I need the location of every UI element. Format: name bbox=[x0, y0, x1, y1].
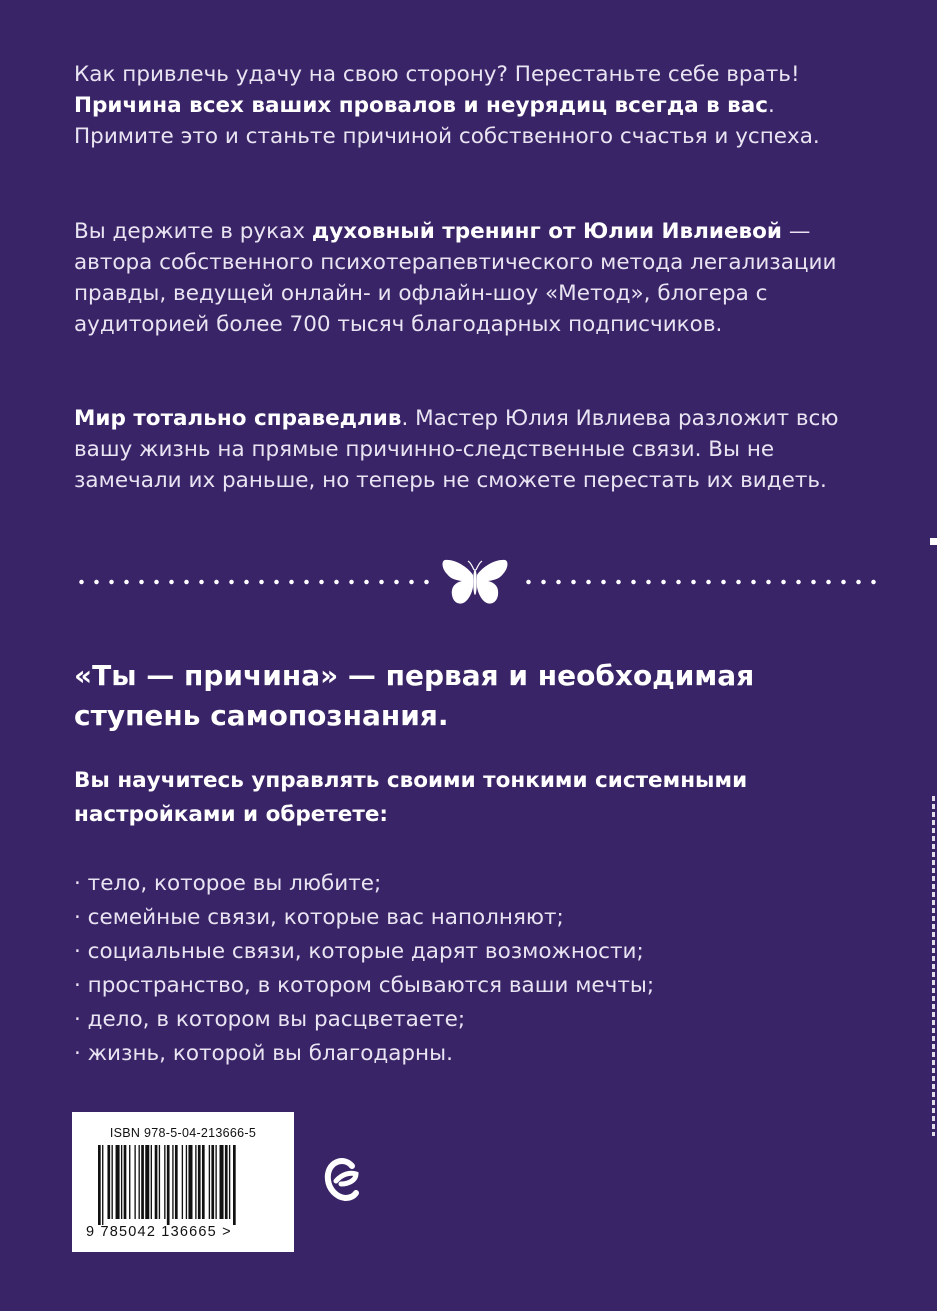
list-item: · жизнь, которой вы благодарны. bbox=[74, 1041, 453, 1066]
butterfly-icon bbox=[440, 556, 510, 608]
divider-dots-left bbox=[74, 579, 434, 585]
intro-2-bold: духовный тренинг от Юлии Ивлиевой bbox=[311, 219, 782, 244]
benefits-list bbox=[74, 867, 874, 1071]
isbn-number: ISBN 978-5-04-213666-5 bbox=[109, 1126, 257, 1140]
crop-mark bbox=[930, 538, 937, 545]
barcode-panel bbox=[72, 1112, 294, 1252]
list-item: · социальные связи, которые дарят возможности; bbox=[74, 939, 644, 964]
intro-2-text-b: — автора собственного психотерапевтического метода легализации правды, ведущей онлайн- и офлайн-шоу «Метод», блогера с аудиторией более 700 тысяч благодарных подписчиков. bbox=[74, 219, 837, 337]
list-item: · пространство, в котором сбываются ваши мечты; bbox=[74, 973, 655, 998]
intro-3-bold: Мир тотально справедлив bbox=[74, 406, 402, 431]
spine-text-strip bbox=[932, 796, 935, 1136]
list-item: · тело, которое вы любите; bbox=[74, 871, 382, 896]
list-item: · дело, в котором вы расцветаете; bbox=[74, 1007, 466, 1032]
intro-1-bold: Причина всех ваших провалов и неурядиц всегда в вас bbox=[74, 93, 769, 118]
intro-2-text-a: Вы держите в руках bbox=[74, 219, 312, 244]
intro-paragraph-1 bbox=[74, 59, 874, 152]
list-item: · семейные связи, которые вас наполняют; bbox=[74, 905, 564, 930]
divider-dots-right bbox=[521, 579, 878, 585]
publisher-logo-icon bbox=[322, 1152, 362, 1208]
intro-3-text: . Мастер Юлия Ивлиева разложит всю вашу жизнь на прямые причинно-следственные связи. Вы не замечали их раньше, но теперь не сможете перестать их видеть. bbox=[74, 406, 839, 493]
subheading: Вы научитесь управлять своими тонкими системными настройками и обретете: bbox=[74, 768, 748, 827]
spine-edge-marks bbox=[926, 530, 937, 1150]
barcode-bars bbox=[98, 1145, 278, 1225]
intro-paragraph-3 bbox=[74, 403, 874, 496]
intro-paragraph-2 bbox=[74, 216, 874, 340]
barcode-digits: 9 785042 136665 > bbox=[86, 1224, 232, 1240]
intro-1-text-a: Как привлечь удачу на свою сторону? Перестаньте себе врать! bbox=[74, 62, 800, 87]
headline: «Ты — причина» — первая и необходимая ступень самопознания. bbox=[74, 659, 755, 732]
dotted-divider bbox=[74, 556, 878, 608]
intro-1-text-b: . Примите это и станьте причиной собственного счастья и успеха. bbox=[74, 93, 820, 149]
